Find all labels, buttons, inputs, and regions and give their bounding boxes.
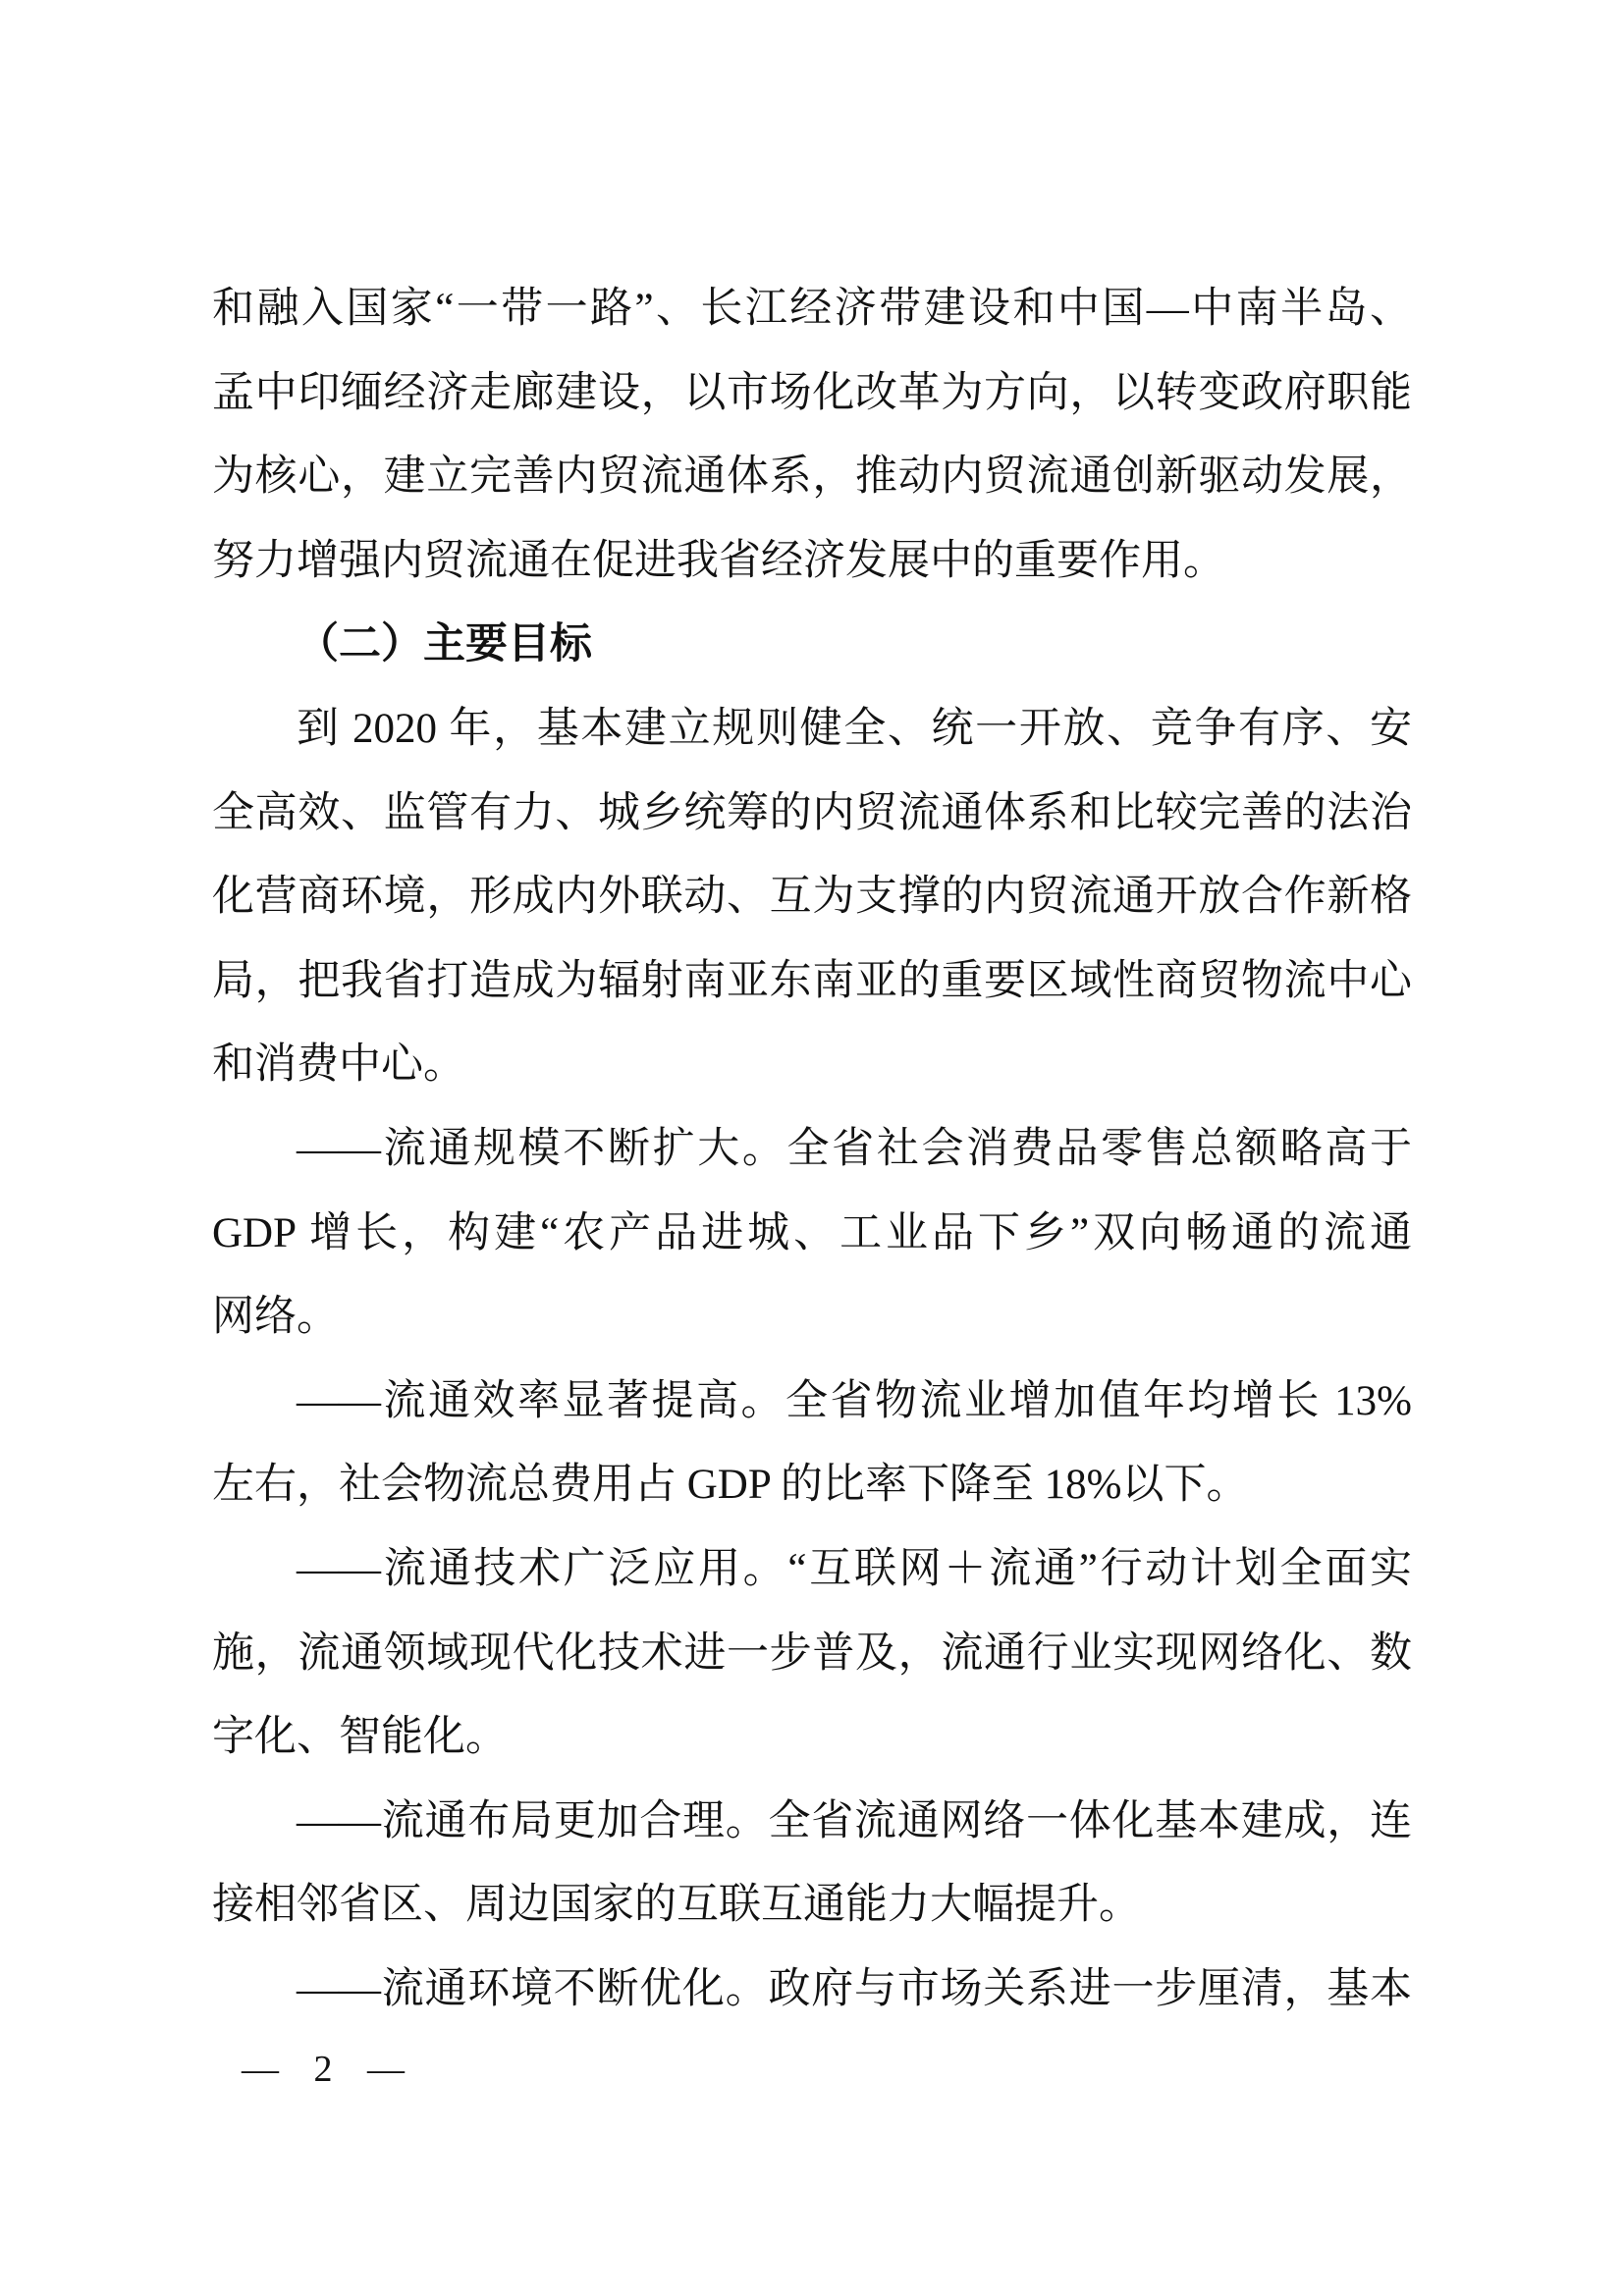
text-line: 和消费中心。 (212, 1041, 465, 1089)
text-line: 左右，社会物流总费用占 GDP 的比率下降至 18%以下。 (212, 1462, 1249, 1509)
text-line: 化营商环境，形成内外联动、互为支撑的内贸流通开放合作新格 (212, 874, 1412, 921)
text-line: ——流通环境不断优化。政府与市场关系进一步厘清，基本 (297, 1965, 1412, 2012)
text-line: 局，把我省打造成为辐射南亚东南亚的重要区域性商贸物流中心 (212, 957, 1412, 1004)
page-number: — 2 — (242, 2049, 406, 2090)
text-line: 全高效、监管有力、城乡统筹的内贸流通体系和比较完善的法治 (212, 789, 1412, 836)
text-line: 到 2020 年，基本建立规则健全、统一开放、竞争有序、安 (297, 705, 1412, 752)
text-line: 施，流通领域现代化技术进一步普及，流通行业实现网络化、数 (212, 1629, 1412, 1677)
text-line: （二）主要目标 (297, 621, 592, 668)
document-body (212, 267, 1412, 2031)
text-line: 和融入国家“一带一路”、长江经济带建设和中国—中南半岛、 (212, 286, 1412, 332)
text-line: ——流通布局更加合理。全省流通网络一体化基本建成，连 (297, 1797, 1412, 1844)
text-line: 努力增强内贸流通在促进我省经济发展中的重要作用。 (212, 537, 1225, 584)
text-line: 孟中印缅经济走廊建设，以市场化改革为方向，以转变政府职能 (212, 369, 1412, 416)
text-line: ——流通技术广泛应用。“互联网＋流通”行动计划全面实 (297, 1545, 1412, 1592)
text-line: 字化、智能化。 (212, 1714, 508, 1761)
text-line: 为核心，建立完善内贸流通体系，推动内贸流通创新驱动发展， (212, 454, 1412, 501)
text-line: 网络。 (212, 1294, 339, 1341)
text-line: ——流通效率显著提高。全省物流业增加值年均增长 13% (297, 1377, 1412, 1424)
text-line: GDP 增长，构建“农产品进城、工业品下乡”双向畅通的流通 (212, 1209, 1412, 1256)
text-line: ——流通规模不断扩大。全省社会消费品零售总额略高于 (297, 1125, 1412, 1172)
text-line: 接相邻省区、周边国家的互联互通能力大幅提升。 (212, 1882, 1141, 1929)
